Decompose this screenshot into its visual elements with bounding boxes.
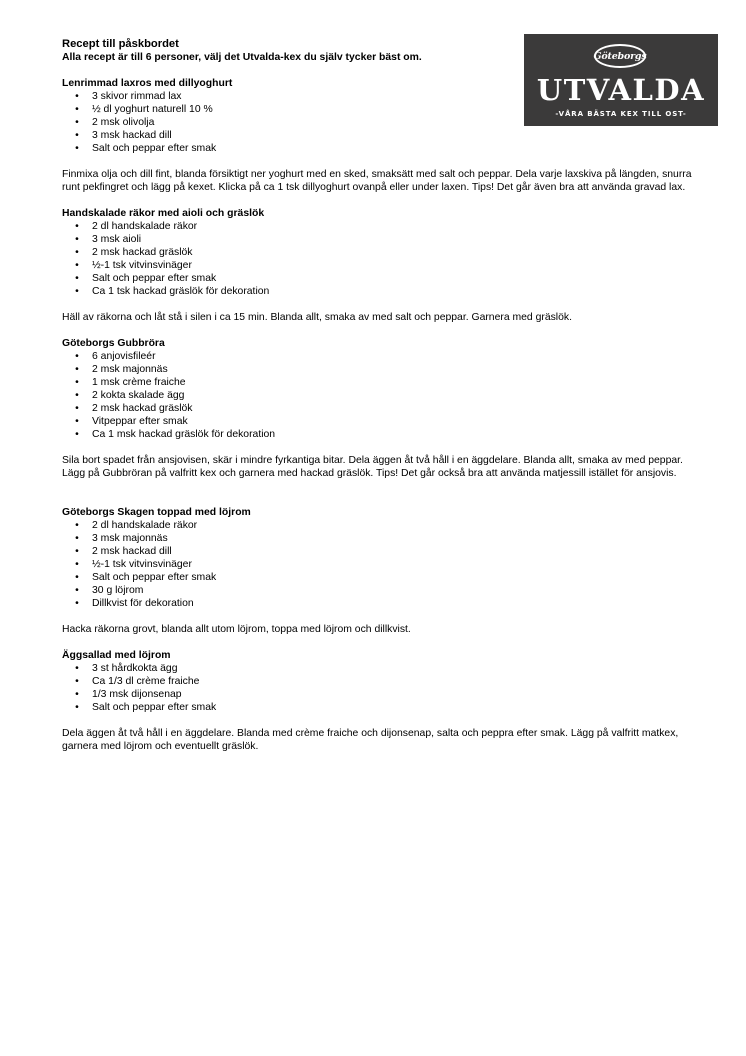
list-item: • 3 msk majonnäs [92,532,692,545]
recipe-rakor-aioli [62,207,692,324]
ingredient-list [62,519,692,610]
list-item: • Ca 1/3 dl crème fraiche [92,675,692,688]
page-title: Recept till påskbordet [62,38,179,50]
ingredient-list [62,662,692,714]
list-item: • Ca 1 tsk hackad gräslök för dekoration [92,285,692,298]
list-item: • 2 msk olivolja [92,116,692,129]
recipe-title: Handskalade räkor med aioli och gräslök [62,208,265,219]
ingredient-list [62,90,692,155]
recipe-instructions: Finmixa olja och dill fint, blanda försiktigt ner yoghurt med en sked, smaksätt med salt och peppar. Dela varje laxskiva på längden, snurra runt pekfingret och lägg på kexet. Klicka på ca 1 tsk dillyoghurt ovanpå eller under laxen. Tips! Det går även bra att använda gravad lax. [62,169,692,193]
page-subtitle: Alla recept är till 6 personer, välj det Utvalda-kex du själv tycker bäst om. [62,52,422,63]
list-item: • 2 dl handskalade räkor [92,220,692,233]
recipe-title: Äggsallad med löjrom [62,650,171,661]
list-item: • 3 skivor rimmad lax [92,90,692,103]
recipe-aggsallad [62,649,692,753]
recipe-title: Göteborgs Skagen toppad med löjrom [62,507,251,518]
list-item: • ½-1 tsk vitvinsvinäger [92,558,692,571]
list-item: • 3 st hårdkokta ägg [92,662,692,675]
list-item: • Salt och peppar efter smak [92,272,692,285]
recipe-title: Lenrimmad laxros med dillyoghurt [62,78,233,89]
list-item: • 1/3 msk dijonsenap [92,688,692,701]
list-item: • Salt och peppar efter smak [92,142,692,155]
recipe-instructions: Dela äggen åt två håll i en äggdelare. Blanda med crème fraiche och dijonsenap, salta och peppra efter smak. Lägg på valfritt matkex, garnera med löjrom och eventuellt gräslök. [62,728,679,752]
goteborgs-logo-oval: Göteborgs [594,44,646,68]
list-item: • Vitpeppar efter smak [92,415,692,428]
recipe-instructions: Hacka räkorna grovt, blanda allt utom löjrom, toppa med löjrom och dillkvist. [62,624,411,635]
recipe-skagen [62,506,692,636]
list-item: • 2 msk hackad gräslök [92,402,692,415]
recipe-gubbrora [62,337,692,480]
ingredient-list [62,220,692,298]
list-item: • Salt och peppar efter smak [92,571,692,584]
list-item: • 1 msk crème fraiche [92,376,692,389]
list-item: • Salt och peppar efter smak [92,701,692,714]
list-item: • Ca 1 msk hackad gräslök för dekoration [92,428,692,441]
list-item: • 2 msk majonnäs [92,363,692,376]
list-item: • ½-1 tsk vitvinsvinäger [92,259,692,272]
utvalda-wordmark: UTVALDA [536,73,706,107]
recipe-title: Göteborgs Gubbröra [62,338,165,349]
ingredient-list [62,350,692,441]
logo-tagline: -VÅRA BÄSTA KEX TILL OST- [555,110,687,118]
recipe-laxros [62,77,692,194]
list-item: • 2 msk hackad dill [92,545,692,558]
recipe-document [62,38,692,753]
list-item: • 2 kokta skalade ägg [92,389,692,402]
recipe-instructions: Sila bort spadet från ansjovisen, skär i mindre fyrkantiga bitar. Dela äggen åt två håll i en äggdelare. Blanda allt, smaka av med peppar. Lägg på Gubbröran på valfritt kex och garnera med hackad gräslök. Tips! Det går också bra att använda matjessill istället för ansjovis. [62,455,683,479]
list-item: • Dillkvist för dekoration [92,597,692,610]
list-item: • 3 msk hackad dill [92,129,692,142]
list-item: • 30 g löjrom [92,584,692,597]
list-item: • 3 msk aioli [92,233,692,246]
list-item: • ½ dl yoghurt naturell 10 % [92,103,692,116]
list-item: • 6 anjovisfileér [92,350,692,363]
list-item: • 2 msk hackad gräslök [92,246,692,259]
recipe-instructions: Häll av räkorna och låt stå i silen i ca 15 min. Blanda allt, smaka av med salt och peppar. Garnera med gräslök. [62,312,572,323]
list-item: • 2 dl handskalade räkor [92,519,692,532]
